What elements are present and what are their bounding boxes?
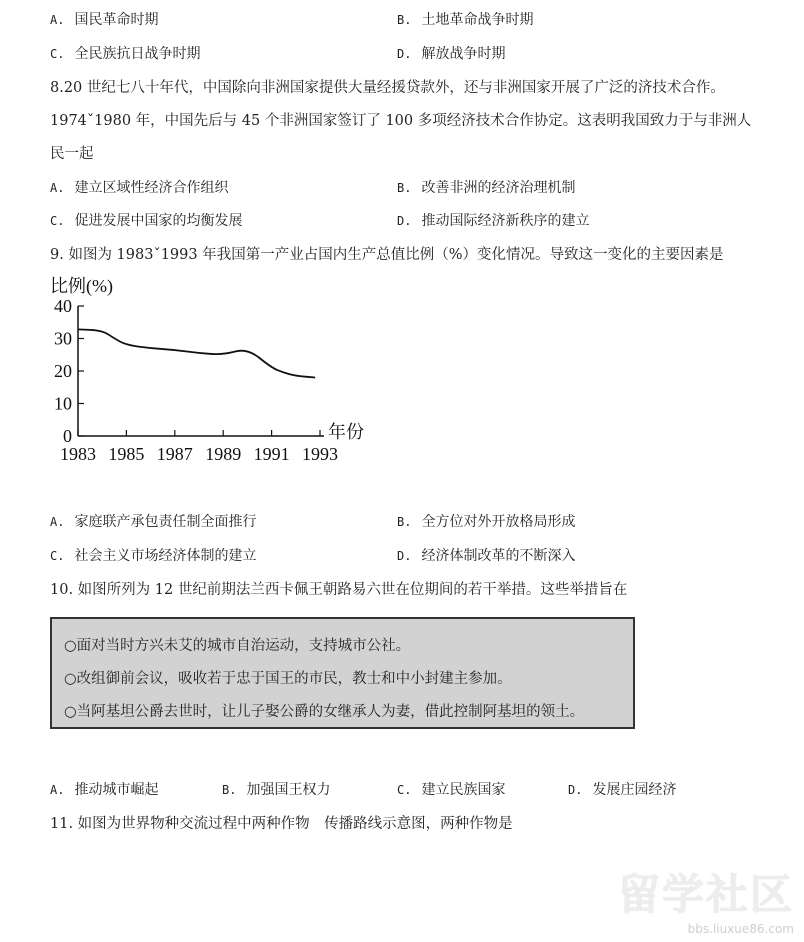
option-letter: D. xyxy=(397,214,412,228)
q10-option-d xyxy=(568,781,676,799)
option-letter: C. xyxy=(50,214,65,228)
q9-option-b xyxy=(397,513,575,531)
option-text: 解放战争时期 xyxy=(421,46,506,62)
chart-y-tick-label: 0 xyxy=(63,426,72,446)
q9-option-c xyxy=(50,547,256,565)
option-letter: D. xyxy=(568,783,583,797)
measure-item: ○当阿基坦公爵去世时，让儿子娶公爵的女继承人为妻，借此控制阿基坦的领土。 xyxy=(64,704,585,720)
q8-stem-line-1: 8.20 世纪七八十年代，中国除向非洲国家提供大量经援贷款外，还与非洲国家开展了广泛的济技术合作。 xyxy=(50,80,725,96)
chart-y-tick-label: 30 xyxy=(54,328,72,349)
option-letter: B. xyxy=(397,13,412,27)
option-text: 促进发展中国家的均衡发展 xyxy=(74,213,243,229)
option-text: 家庭联产承包责任制全面推行 xyxy=(74,514,257,530)
chart-x-axis-label: 年份 xyxy=(328,422,364,442)
q8-option-c xyxy=(50,212,242,230)
chart-y-tick-label: 10 xyxy=(54,393,72,414)
watermark-logo: 留学社区 xyxy=(617,870,794,919)
measure-item: ○改组御前会议，吸收若于忠于国王的市民，教士和中小封建主参加。 xyxy=(64,671,512,687)
q9-line-chart xyxy=(40,272,380,472)
q9-stem: 9. 如图为 1983ˇ1993 年我国第一产业占国内生产总值比例（%）变化情况。导致这一变化的主要因素是 xyxy=(50,247,724,263)
option-letter: B. xyxy=(397,515,412,529)
q9-option-d xyxy=(397,547,575,565)
q10-measures-box xyxy=(50,617,635,729)
chart-axes xyxy=(78,306,324,436)
chart-x-tick-label: 1993 xyxy=(302,444,338,464)
option-text: 发展庄园经济 xyxy=(592,782,677,798)
watermark xyxy=(618,862,794,936)
option-text: 全民族抗日战争时期 xyxy=(74,46,201,62)
q8-stem-line-3: 民一起 xyxy=(50,146,94,162)
q11-stem: 11. 如图为世界物种交流过程中两种作物 传播路线示意图，两种作物是 xyxy=(50,816,513,832)
option-letter: D. xyxy=(397,549,412,563)
option-letter: A. xyxy=(50,181,65,195)
q10-option-b xyxy=(222,781,330,799)
option-letter: C. xyxy=(397,783,412,797)
measure-item: ○面对当时方兴未艾的城市自治运动，支持城市公社。 xyxy=(64,638,411,654)
chart-ticks xyxy=(54,296,338,464)
option-letter: B. xyxy=(222,783,237,797)
q8-option-d xyxy=(397,212,589,230)
chart-y-tick-label: 20 xyxy=(54,361,72,381)
watermark-url: bbs.liuxue86.com xyxy=(687,922,794,936)
chart-series-line xyxy=(78,329,315,377)
q7-option-d xyxy=(397,45,505,63)
option-letter: A. xyxy=(50,515,65,529)
q9-option-a xyxy=(50,513,256,531)
option-text: 全方位对外开放格局形成 xyxy=(421,514,576,530)
chart-x-tick-label: 1989 xyxy=(205,444,242,464)
option-text: 国民革命时期 xyxy=(74,12,159,28)
q10-stem: 10. 如图所列为 12 世纪前期法兰西卡佩王朝路易六世在位期间的若干举措。这些举措旨在 xyxy=(50,582,628,598)
option-letter: D. xyxy=(397,47,412,61)
option-letter: C. xyxy=(50,47,65,61)
q10-option-c xyxy=(397,781,505,799)
option-text: 建立区域性经济合作组织 xyxy=(74,180,229,196)
chart-x-tick-label: 1983 xyxy=(60,444,96,464)
chart-x-tick-label: 1987 xyxy=(156,444,193,464)
option-text: 社会主义市场经济体制的建立 xyxy=(74,548,257,564)
option-text: 建立民族国家 xyxy=(421,782,506,798)
q8-option-a xyxy=(50,179,228,197)
q7-option-a xyxy=(50,11,158,29)
chart-y-axis-label: 比例(%) xyxy=(50,276,113,296)
q7-option-c xyxy=(50,45,200,63)
q7-option-b xyxy=(397,11,533,29)
option-letter: B. xyxy=(397,181,412,195)
option-letter: A. xyxy=(50,13,65,27)
option-text: 改善非洲的经济治理机制 xyxy=(421,180,576,196)
option-text: 经济体制改革的不断深入 xyxy=(421,548,576,564)
chart-y-tick-label: 40 xyxy=(54,296,72,316)
q8-stem-line-2: 1974ˇ1980 年，中国先后与 45 个非洲国家签订了 100 多项经济技术合作协定。这表明我国致力于与非洲人 xyxy=(50,113,752,129)
chart-x-tick-label: 1991 xyxy=(253,444,290,464)
chart-x-tick-label: 1985 xyxy=(108,444,145,464)
option-text: 加强国王权力 xyxy=(246,782,331,798)
option-letter: C. xyxy=(50,549,65,563)
q10-option-a xyxy=(50,781,158,799)
option-text: 推动国际经济新秩序的建立 xyxy=(421,213,590,229)
option-text: 土地革命战争时期 xyxy=(421,12,534,28)
option-text: 推动城市崛起 xyxy=(74,782,159,798)
q8-option-b xyxy=(397,179,575,197)
option-letter: A. xyxy=(50,783,65,797)
